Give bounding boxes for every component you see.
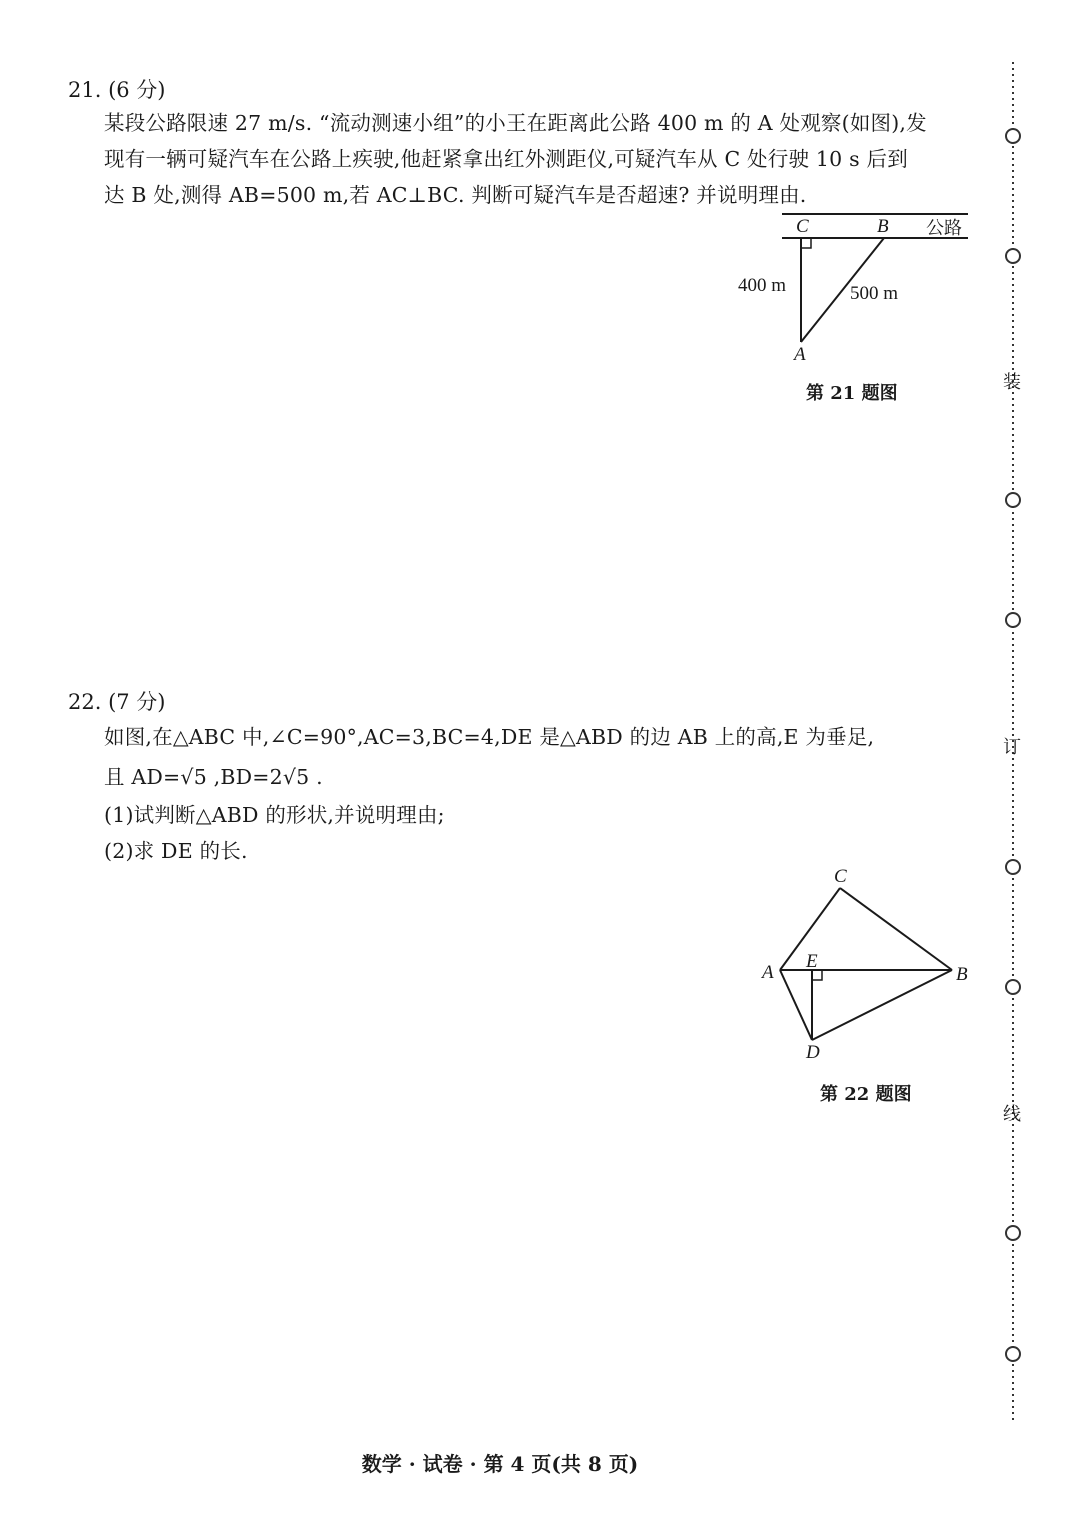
q21-line-1: 某段公路限速 27 m/s. “流动测速小组”的小王在距离此公路 400 m 的 A 处观察(如图),发	[104, 111, 927, 135]
fig21-label-a: A	[794, 344, 806, 365]
binding-hole	[1006, 129, 1020, 143]
fig22-label-b: B	[956, 964, 968, 985]
fig22-label-a: A	[762, 962, 774, 983]
binding-hole	[1006, 613, 1020, 627]
binding-hole	[1006, 249, 1020, 263]
fig22-label-c: C	[834, 866, 847, 887]
fig22-label-e: E	[806, 951, 818, 972]
binding-char-xian: 线	[1003, 1104, 1021, 1125]
fig22-label-d: D	[806, 1042, 820, 1063]
page-footer: 数学 · 试卷 · 第 4 页(共 8 页)	[361, 1452, 639, 1476]
q21-line-2: 现有一辆可疑汽车在公路上疾驶,他赶紧拿出红外测距仪,可疑汽车从 C 处行驶 10 s 后到	[104, 147, 908, 171]
binding-hole	[1006, 1226, 1020, 1240]
q22-line-3: (1)试判断△ABD 的形状,并说明理由;	[104, 803, 445, 827]
binding-hole	[1006, 1347, 1020, 1361]
q21-line-3: 达 B 处,测得 AB=500 m,若 AC⊥BC. 判断可疑汽车是否超速? 并说明理由.	[104, 183, 807, 207]
q22-line-4: (2)求 DE 的长.	[104, 839, 248, 863]
binding-char-ding: 订	[1003, 737, 1021, 758]
q22-header: 22. (7 分)	[68, 690, 166, 714]
segment-ad	[780, 970, 812, 1040]
right-angle-mark-c	[801, 238, 811, 248]
binding-hole	[1006, 860, 1020, 874]
q22-line-1: 如图,在△ABC 中,∠C=90°,AC=3,BC=4,DE 是△ABD 的边 AB 上的高,E 为垂足,	[104, 725, 875, 749]
q22-line-2: 且 AD=√5 ,BD=2√5 .	[104, 765, 323, 789]
fig21-length-ab: 500 m	[850, 283, 899, 304]
q21-header: 21. (6 分)	[68, 78, 166, 102]
fig21-label-b: B	[877, 216, 889, 237]
binding-char-zhuang: 装	[1003, 372, 1021, 393]
binding-hole	[1006, 980, 1020, 994]
fig21-label-road: 公路	[926, 218, 962, 239]
fig21-caption: 第 21 题图	[806, 383, 898, 404]
segment-cb	[840, 888, 952, 970]
segment-bd	[812, 970, 952, 1040]
binding-hole	[1006, 493, 1020, 507]
fig22-caption: 第 22 题图	[820, 1084, 912, 1105]
fig21-length-ac: 400 m	[738, 275, 787, 296]
fig21-label-c: C	[796, 216, 809, 237]
